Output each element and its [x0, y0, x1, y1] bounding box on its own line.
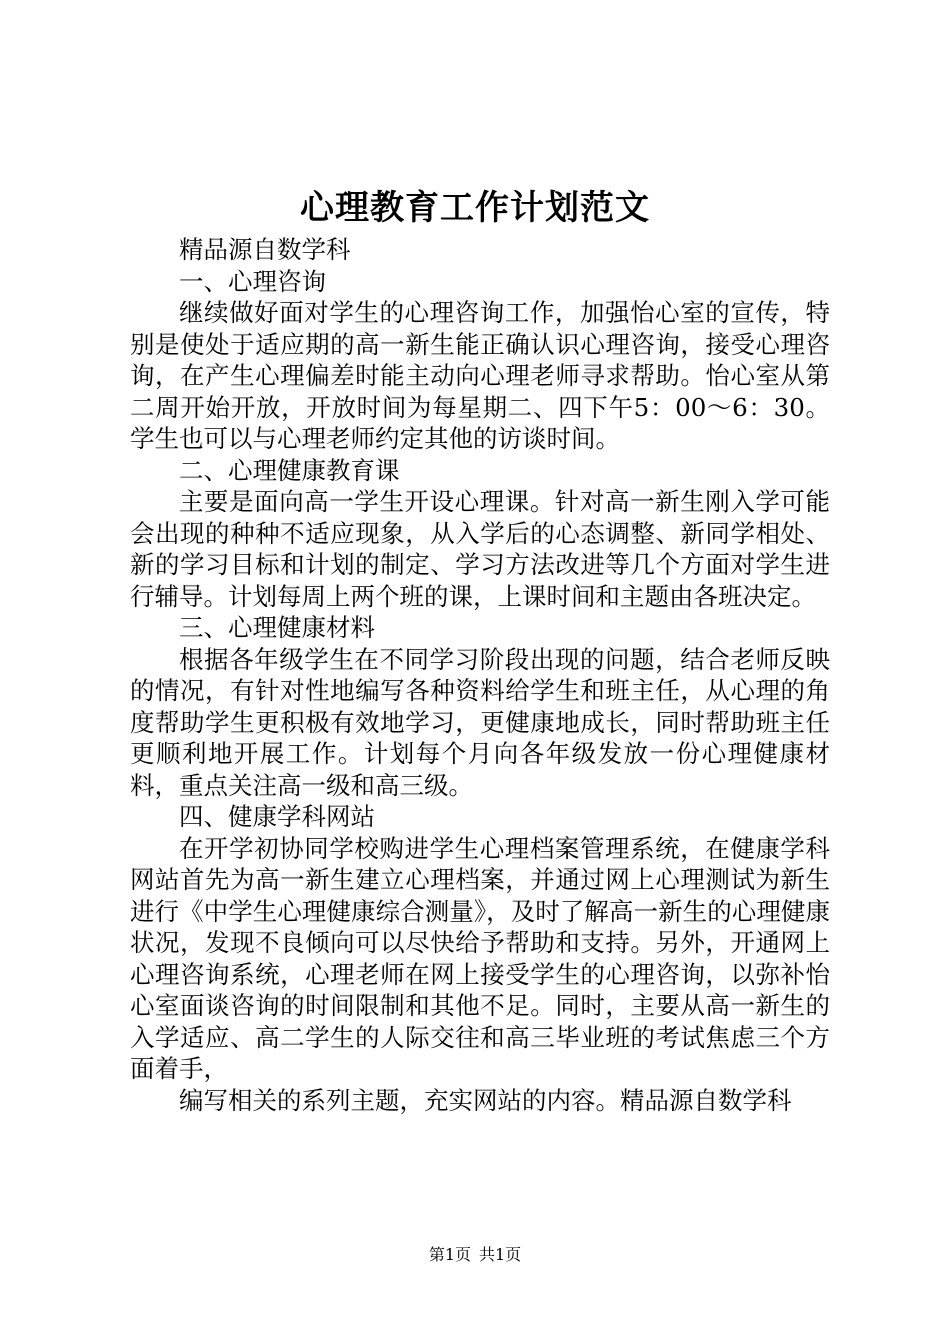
- section-heading-website: 四、健康学科网站: [179, 802, 375, 831]
- source-note: 精品源自数学科: [179, 235, 351, 264]
- page-total: 共1页: [479, 1245, 522, 1264]
- section-heading-counseling: 一、心理咨询: [179, 266, 326, 296]
- paragraph-health-class: 主要是面向高一学生开设心理课。针对高一新生刚入学可能会出现的种种不适应现象，从入学后的心态调整、新同学相处、新的学习目标和计划的制定、学习方法改进等几个方面对学生进行辅导。计划每周上两个班的课，上课时间和主题由各班决定。: [130, 487, 830, 611]
- paragraph-website: 在开学初协同学校购进学生心理档案管理系统，在健康学科网站首先为高一新生建立心理档案，并通过网上心理测试为新生进行《中学生心理健康综合测量》，及时了解高一新生的心理健康状况，发现不良倾向可以尽快给予帮助和支持。另外，开通网上心理咨询系统，心理老师在网上接受学生的心理咨询，以弥补怡心室面谈咨询的时间限制和其他不足。同时，主要从高一新生的入学适应、高二学生的人际交往和高三毕业班的考试焦虑三个方面着手，: [130, 833, 830, 1083]
- document-body: [130, 234, 830, 1116]
- page-number: 第1页: [428, 1245, 471, 1264]
- paragraph-counseling: 继续做好面对学生的心理咨询工作，加强怡心室的宣传，特别是使处于适应期的高一新生能正确认识心理咨询，接受心理咨询，在产生心理偏差时能主动向心理老师寻求帮助。怡心室从第二周开始开放，开放时间为每星期二、四下午5：00～6：30。学生也可以与心理老师约定其他的访谈时间。: [130, 298, 830, 453]
- section-heading-health-class: 二、心理健康教育课: [179, 455, 400, 485]
- document-title: 心理教育工作计划范文: [300, 188, 650, 228]
- paragraph-materials: 根据各年级学生在不同学习阶段出现的问题，结合老师反映的情况，有针对性地编写各种资料给学生和班主任，从心理的角度帮助学生更积极有效地学习，更健康地成长，同时帮助班主任更顺利地开展工作。计划每个月向各年级发放一份心理健康材料，重点关注高一级和高三级。: [130, 644, 830, 800]
- paragraph-closing: 编写相关的系列主题，充实网站的内容。精品源自数学科: [179, 1085, 792, 1115]
- page-footer: [0, 1244, 950, 1266]
- section-heading-materials: 三、心理健康材料: [179, 613, 375, 642]
